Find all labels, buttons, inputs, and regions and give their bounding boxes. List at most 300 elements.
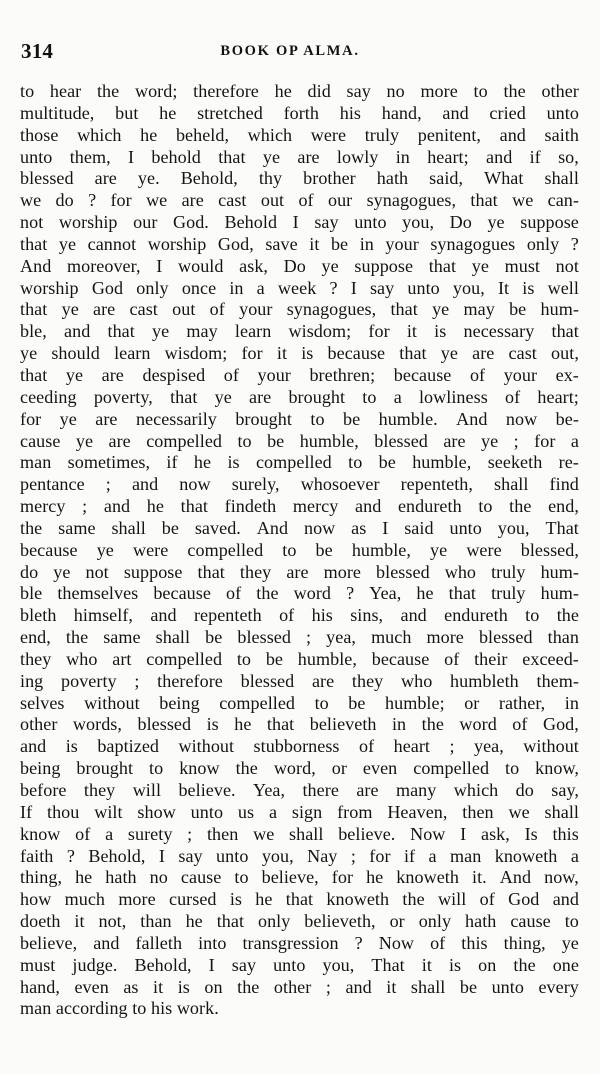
word: to [310,408,325,429]
word: will [437,889,467,910]
word: there [302,780,339,800]
word: his [339,102,361,123]
text-line [20,714,579,736]
word: they [239,561,272,582]
word: is [434,321,447,342]
word: ; [134,670,140,691]
word: believe, [261,867,319,888]
word: compelled [413,758,490,779]
word: hath [105,867,137,888]
word: ye [430,539,448,560]
word: be [459,976,478,997]
word: we [146,190,168,211]
word: show [137,801,176,822]
word: it. [472,867,487,888]
text-line [20,583,579,605]
word: not [20,212,44,233]
word: blessed [137,714,192,735]
word: I [156,255,163,276]
word: week [277,277,317,298]
word: ? [66,845,75,866]
word: word, [273,758,316,779]
text-line [20,103,579,125]
word: man [450,845,482,866]
word: cause [180,867,222,888]
word: I [127,146,135,167]
word: compelled [187,539,264,560]
word: wilt [94,801,123,822]
word: only [257,911,291,932]
word: Now [410,823,446,844]
word: us [237,801,255,822]
word: And [499,867,532,888]
word: sign [291,801,323,822]
word: are [443,430,466,451]
word: the [256,583,279,604]
word: cast [218,190,247,211]
text-line [20,256,579,278]
word: ? [88,190,97,211]
word: in [395,146,410,167]
word: because [20,539,78,560]
word: other [541,81,579,101]
word: to [20,81,35,101]
word: I [382,517,389,538]
word: humble, [351,539,411,560]
word: unto [449,517,482,538]
word: then [206,823,239,844]
word: much [371,627,412,648]
word: cannot [87,233,137,254]
word: and [150,605,177,626]
word: same [103,627,141,648]
word: of [223,364,239,385]
word: ; [82,496,88,517]
word: so, [558,146,579,167]
word: ; [325,976,331,997]
word: of [469,364,486,385]
word: man [20,452,52,473]
word: may [186,321,218,342]
word: to [473,81,488,101]
word: I [158,845,165,866]
word: being [159,692,200,713]
word: I [350,277,357,298]
text-line [20,911,579,933]
word: doeth [20,911,61,932]
word: shall [111,517,146,538]
word: from [337,801,373,822]
word: despised [142,364,206,385]
word: before [20,780,67,800]
word: ye [440,343,458,364]
word: blessed [374,430,428,451]
word: humble, [412,452,472,473]
word: that [20,364,48,385]
word: necessarily [135,408,217,429]
word: wisdom; [288,321,352,342]
word: God, [542,714,579,735]
word: and [103,496,131,517]
word: your [257,364,291,385]
word: say [369,277,395,298]
word: truly [364,124,400,145]
word: their [474,648,508,669]
word: ? [346,583,355,604]
word: your [503,364,538,385]
word: therefore [193,81,259,101]
word: ye [321,255,339,276]
word: he [366,867,384,888]
word: stretched [197,102,263,123]
word: word [293,583,332,604]
word: more [426,627,464,648]
word: it [386,976,397,997]
word: unto [273,954,306,975]
word: thing, [20,867,63,888]
word: are [297,146,320,167]
word: to [149,758,164,779]
word: bleth [20,605,57,626]
word: unto [491,976,524,997]
word: not [85,561,109,582]
word: synagogues [430,233,516,254]
word: will [132,780,162,800]
word: is [177,976,190,997]
page-number: 314 [21,39,54,63]
word: And [456,408,488,429]
word: ; [350,845,356,866]
word: yea, [473,736,504,757]
word: being [20,758,61,779]
word: save [265,233,298,254]
word: ye. [137,168,160,189]
word: ex- [555,364,579,385]
body-text-block [20,81,579,1020]
word: our [133,212,158,233]
word: unto [190,801,224,822]
text-line [20,518,579,540]
word: be [348,692,366,713]
word: say [178,845,203,866]
word: be [342,408,361,429]
word: the [503,81,526,101]
word: worship [147,233,207,254]
word: the [513,954,536,975]
word: that [170,386,198,407]
word: as [351,517,367,538]
word: that [470,190,498,211]
word: saith [544,124,579,145]
word: blessed [240,670,295,691]
word: to [282,539,297,560]
word: of [444,648,460,669]
word: beheld, [175,124,230,145]
word: cast [508,343,537,364]
word: repenteth, [400,474,473,495]
word: I [460,823,467,844]
word: Do [283,255,306,276]
word: hand, [20,976,60,997]
word: many [395,780,437,800]
word: synagogues, [366,190,457,211]
word: ye [481,430,499,451]
word: we [20,190,42,211]
word: are [93,299,116,320]
word: that [20,233,48,254]
word: Yea, [253,780,286,800]
word: the [556,605,579,626]
word: our [327,190,353,211]
word: poverty, [93,386,153,407]
word: it [276,343,288,364]
word: them- [536,670,579,691]
word: is [65,736,78,757]
word: believeth, [304,911,376,932]
word: the [65,627,89,648]
word: poverty [61,670,117,691]
word: on [478,954,497,975]
text-line [20,846,579,868]
word: blessed [237,627,291,648]
word: for [110,190,132,211]
word: of [226,583,242,604]
word: heart [393,736,431,757]
word: or [331,758,347,779]
word: the [235,758,258,779]
word: necessary [463,321,535,342]
word: of [358,736,375,757]
word: he [159,102,177,123]
word: brethren; [309,364,376,385]
word: knoweth [326,889,390,910]
word: without [178,736,235,757]
word: of [298,190,314,211]
word: God [508,889,540,910]
word: ask, [239,255,268,276]
word: for [331,867,354,888]
word: baptized [97,736,160,757]
word: and [442,102,469,123]
word: ing [20,670,44,691]
word: himself, [73,605,133,626]
word: cause [510,911,551,932]
word: because [393,364,452,385]
text-line [20,780,579,802]
word: must [20,954,56,975]
word: and [131,474,159,495]
word: pentance [20,474,85,495]
word: were [466,539,502,560]
word: whosoever [300,474,380,495]
word: moreover, [66,255,141,276]
word: once [181,277,217,298]
word: he [274,81,292,101]
word: then [462,801,494,822]
text-line [20,365,579,387]
word: much [64,889,106,910]
word: that [20,299,48,320]
word: it [153,976,164,997]
word: hand, [381,102,422,123]
word: suppose [520,212,579,233]
word: it [406,321,417,342]
word: are [108,430,131,451]
word: do [20,561,39,582]
text-line [20,387,579,409]
word: Do [449,212,472,233]
word: ? [570,233,579,254]
word: say [231,954,257,975]
text-line [20,147,579,169]
word: of [512,714,528,735]
word: wisdom; [164,343,228,364]
word: and [93,932,120,953]
word: say [314,212,339,233]
word: who [66,648,98,669]
word: heart; [427,146,469,167]
word: a [393,386,402,407]
word: repenteth [193,605,262,626]
word: is [301,343,314,364]
word: unto [354,212,387,233]
word: compelled [255,452,332,473]
word: ? [354,932,363,953]
word: ye [53,561,71,582]
word: brought [76,758,134,779]
word: ask, [480,823,510,844]
word: compelled [146,430,222,451]
word: he [185,911,203,932]
text-line [20,409,579,431]
word: unto [216,845,249,866]
text-line [20,299,579,321]
word: he [234,714,252,735]
word: know [179,758,220,779]
word: worship [20,277,79,298]
text-line [20,867,579,889]
word: synagogues, [286,299,377,320]
word: who [401,670,433,691]
word: and [355,496,382,517]
word: the [96,81,120,101]
word: is [448,954,462,975]
word: can- [547,190,579,211]
word: penitent, [417,124,482,145]
word: word; [134,81,178,101]
text-line [20,321,579,343]
word: I [292,212,299,233]
word: be [315,539,333,560]
word: that [390,299,418,320]
word: that [266,714,295,735]
word: which [247,124,293,145]
word: you, [261,845,294,866]
word: re- [558,452,579,473]
word: to [564,911,579,932]
word: Behold [224,212,278,233]
word: the [402,889,425,910]
word: they [83,780,116,800]
word: of [209,299,225,320]
text-line [20,802,579,824]
text-line [20,496,579,518]
word: ble, [20,321,47,342]
word: to [525,605,540,626]
word: cause [20,430,61,451]
word: that [107,321,135,342]
word: to [362,386,377,407]
word: God [91,277,124,298]
text-line [20,824,579,846]
word: cried [489,102,526,123]
word: for [369,845,391,866]
word: were [310,124,347,145]
word: say, [551,780,579,800]
text-line [20,889,579,911]
word: of [479,889,495,910]
word: say [346,81,371,101]
word: end, [20,627,51,648]
word: more [118,889,156,910]
word: ; [105,474,111,495]
word: the [421,714,444,735]
word: ; [306,627,312,648]
word: a [268,801,278,822]
word: hath [376,168,409,189]
text-line [20,343,579,365]
text-line [20,671,579,693]
word: Nay [307,845,338,866]
word: sins, [350,605,384,626]
word: ye [262,146,281,167]
word: lowliness [418,386,488,407]
word: find [549,474,579,495]
word: And [20,255,52,276]
word: other [20,714,58,735]
word: be [161,517,179,538]
word: endureth [444,605,508,626]
word: are [94,168,117,189]
word: who [444,561,477,582]
text-line: man according to his work. [20,998,219,1019]
word: shall [410,976,446,997]
word: words, [72,714,122,735]
word: hum- [540,583,579,604]
word: thou [47,801,80,822]
word: said [404,517,434,538]
word: one [552,954,579,975]
word: believe. [178,780,236,800]
text-line [20,955,579,977]
word: for [368,321,390,342]
word: is [206,714,219,735]
word: blessed [478,627,533,648]
word: That [371,954,405,975]
text-line [20,605,579,627]
word: cursed [169,889,217,910]
word: truly [491,561,526,582]
word: shall [289,823,324,844]
word: ye [75,430,94,451]
word: ye [471,255,489,276]
word: truly [491,583,526,604]
word: a [570,845,579,866]
word: That [545,517,579,538]
word: said, [429,168,464,189]
word: not [555,255,579,276]
word: believeth [309,714,377,735]
